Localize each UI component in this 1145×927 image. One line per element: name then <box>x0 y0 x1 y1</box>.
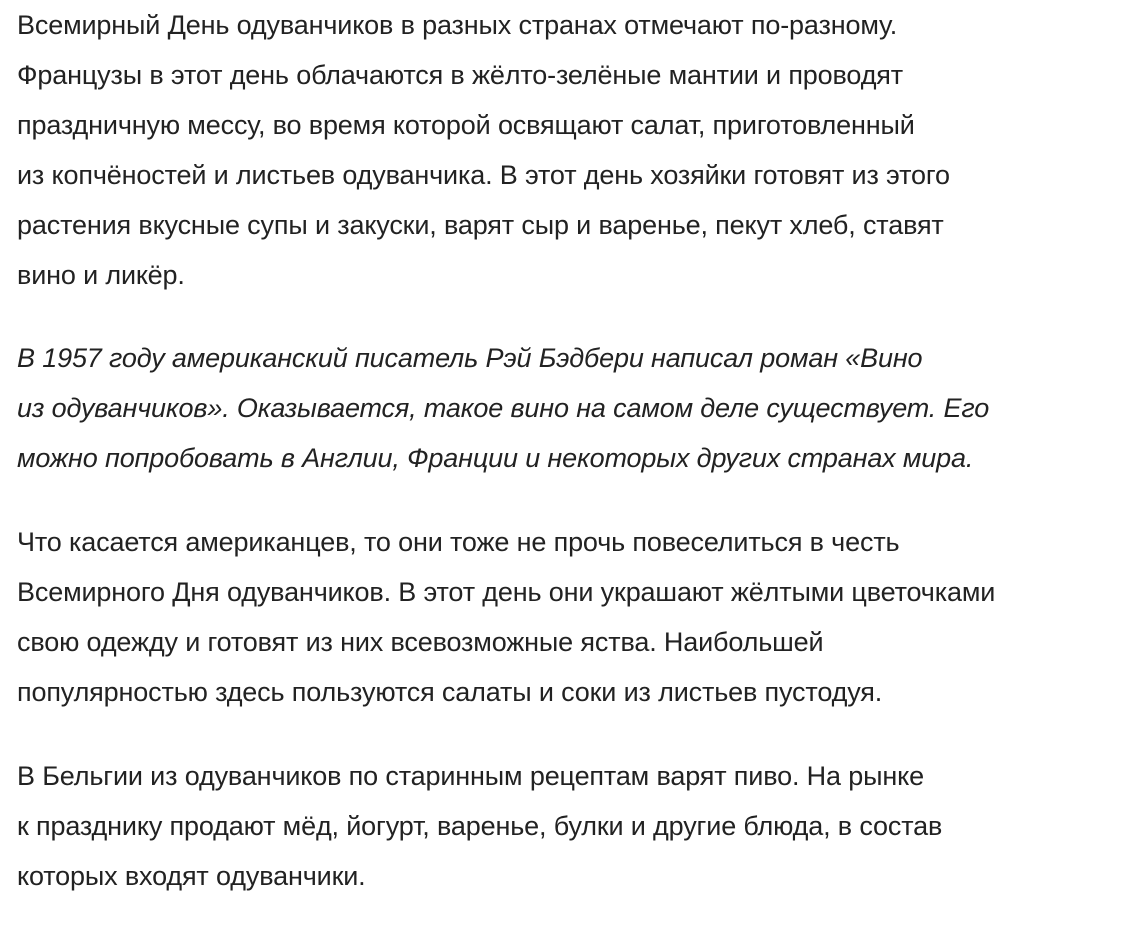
text-line: Всемирный День одуванчиков в разных странах отмечают по-разному. <box>17 10 898 40</box>
paragraph-dandelion-wine <box>17 333 989 483</box>
text-line: из копчёностей и листьев одуванчика. В этот день хозяйки готовят из этого <box>17 160 950 190</box>
text-line: праздничную мессу, во время которой освящают салат, приготовленный <box>17 110 915 140</box>
text-line: популярностью здесь пользуются салаты и соки из листьев пустодуя. <box>17 677 883 707</box>
text-line: Французы в этот день облачаются в жёлто-зелёные мантии и проводят <box>17 60 903 90</box>
text-line: из одуванчиков». Оказывается, такое вино на самом деле существует. Его <box>17 393 990 423</box>
text-line: к празднику продают мёд, йогурт, варенье, булки и другие блюда, в состав <box>17 811 943 841</box>
text-line: В 1957 году американский писатель Рэй Бэдбери написал роман «Вино <box>17 343 923 373</box>
text-line: вино и ликёр. <box>17 260 185 290</box>
text-line: свою одежду и готовят из них всевозможные яства. Наибольшей <box>17 627 824 657</box>
text-line: можно попробовать в Англии, Франции и некоторых других странах мира. <box>17 443 974 473</box>
text-line: растения вкусные супы и закуски, варят сыр и варенье, пекут хлеб, ставят <box>17 210 944 240</box>
text-line: Что касается американцев, то они тоже не прочь повеселиться в честь <box>17 527 900 557</box>
paragraph-americans <box>17 517 995 717</box>
text-line: В Бельгии из одуванчиков по старинным рецептам варят пиво. На рынке <box>17 761 924 791</box>
text-line: которых входят одуванчики. <box>17 861 366 891</box>
paragraph-belgium <box>17 751 942 901</box>
paragraph-dandelion-day-france <box>17 0 950 300</box>
text-line: Всемирного Дня одуванчиков. В этот день они украшают жёлтыми цветочками <box>17 577 996 607</box>
